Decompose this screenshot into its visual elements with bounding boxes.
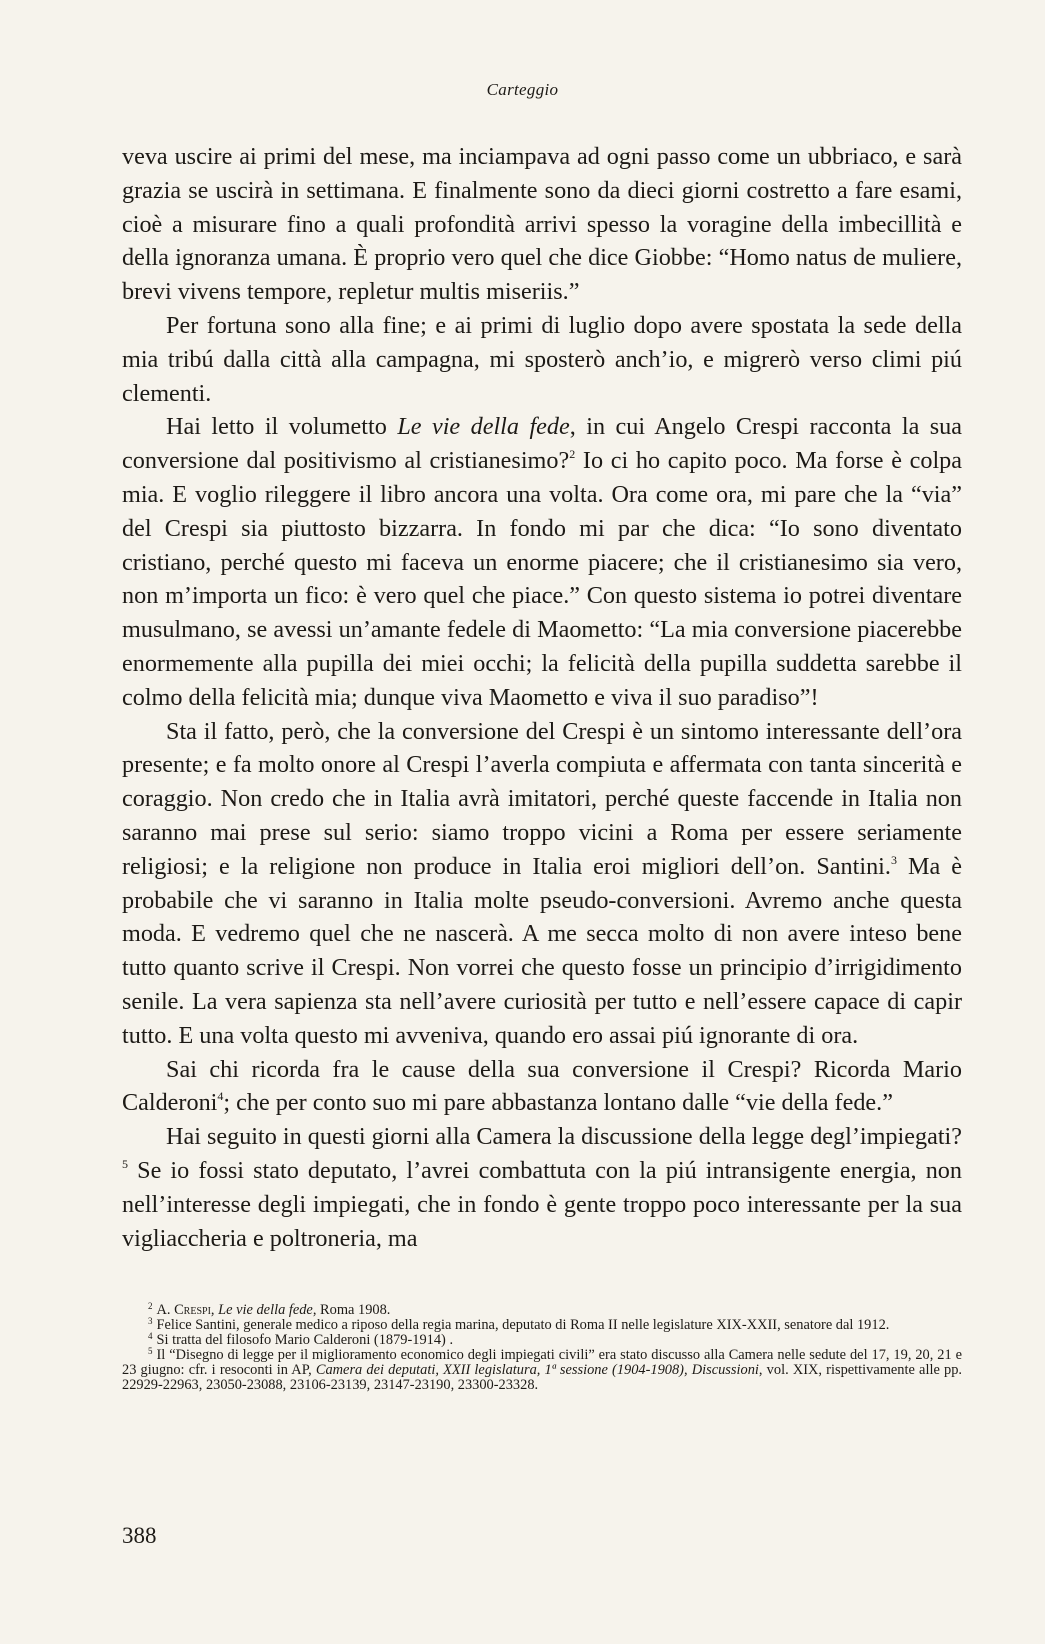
footnote-text: , Roma 1908. [312, 1302, 391, 1318]
footnote-5 [122, 1348, 962, 1393]
footnote-ref-3: 3 [890, 852, 897, 867]
footnote-text: Si tratta del filosofo Mario Calderoni (1879-1914) . [156, 1332, 454, 1348]
footnote-number: 3 [148, 1316, 153, 1326]
paragraph-4-text-a: Sta il fatto, però, che la conversione del Crespi è un sintomo interessante dell’ora presente; e fa molto onore al Crespi l’averla compiuta e affermata con tanta sincerità e coraggio. Non credo che in Italia avrà imitatori, perché queste faccende in Italia non saranno mai prese sul serio: siamo troppo vicini a Roma per essere seriamente religiosi; e la religione non produce in Italia eroi migliori dell’on. Santini. [122, 717, 962, 880]
footnote-number: 2 [148, 1301, 153, 1311]
paragraph-5-text-a: Sai chi ricorda fra le cause della sua conversione il Crespi? Ricorda Mario Calderoni [122, 1055, 962, 1117]
book-title: Le vie della fede [397, 413, 570, 441]
paragraph-4 [122, 715, 962, 1053]
paragraph-3-text-a: Hai letto il volumetto [166, 413, 387, 441]
footnote-ref-5: 5 [122, 1156, 128, 1171]
paragraph-5 [122, 1053, 962, 1121]
paragraph-4-text-b: Ma è probabile che vi saranno in Italia molte pseudo-conversioni. Avremo anche questa moda. E vedremo quel che ne nascerà. A me secca molto di non avere inteso bene tutto quanto scrive il Crespi. Non vorrei che questo fosse un principio d’irrigidimento senile. La vera sapienza sta nell’avere curiosità per tutto e nell’essere capace di capir tutto. E una volta questo mi avveniva, quando ero assai piú ignorante di ora. [122, 852, 962, 1049]
footnote-number: 4 [148, 1331, 153, 1341]
footnote-4 [122, 1333, 962, 1348]
paragraph-3-text-c: Io ci ho capito poco. Ma forse è colpa mia. E voglio rileggere il libro ancora una volta. Ora come ora, mi pare che la “via” del Crespi sia piuttosto bizzarra. In fondo mi par che dica: “Io sono diventato cristiano, perché questo mi faceva un enorme piacere; che il cristianesimo sia vero, non m’importa un fico: è vero quel che piace.” Con questo sistema io potrei diventare musulmano, se avessi un’amante fedele di Maometto: “La mia conversione piacerebbe enormemente alla pupilla dei miei occhi; la felicità della pupilla suddetta sarebbe il colmo della felicità mia; dunque viva Maometto e viva il suo paradiso”! [122, 447, 962, 711]
footnote-ref-2: 2 [569, 447, 576, 462]
footnote-3 [122, 1318, 962, 1333]
paragraph-1: veva uscire ai primi del mese, ma inciampava ad ogni passo come un ubbriaco, e sarà grazia se uscirà in settimana. E finalmente sono da dieci giorni costretto a fare esami, cioè a misurare fino a quali profondità arrivi spesso la voragine della imbecillità e della ignoranza umana. È proprio vero quel che dice Giobbe: “Homo natus de muliere, brevi vivens tempore, repletur multis miseriis.” [122, 143, 962, 306]
footnote-number: 5 [148, 1346, 153, 1356]
footnote-text-a: Il “Disegno di legge per il miglioramento economico degli impiegati civili” era stato discusso alla Camera nelle sedute del 17, 19, 20, 21 e 23 giugno: cfr. i resoconti in AP, [122, 1347, 962, 1378]
footnote-text-b: , vol. XIX, rispettivamente alle pp. 22929-22963, 23050-23088, 23106-23139, 23147-23190, 23300-23328. [122, 1362, 962, 1393]
footnotes [122, 1303, 962, 1393]
footnote-ref-4: 4 [217, 1089, 224, 1104]
paragraph-3 [122, 410, 962, 714]
page-number: 388 [122, 1523, 157, 1548]
running-head: Carteggio [486, 80, 559, 99]
body-text [122, 140, 962, 1255]
paragraph-6 [122, 1120, 962, 1255]
paragraph-6-text-a: Hai seguito in questi giorni alla Camera la discussione della legge degl’impiegati? [166, 1123, 962, 1151]
footnote-book-title: Le vie della fede [218, 1302, 313, 1318]
paragraph-3-text-b: , in cui Angelo Crespi racconta la sua conversione dal positivismo al cristianesimo? [122, 413, 963, 475]
paragraph-5-text-b: ; che per conto suo mi pare abbastanza lontano dalle “vie della fede.” [223, 1089, 893, 1117]
footnote-2: $^2$ A. Crespi, Le vie della fede, Roma 1908. [148, 1301, 391, 1318]
footnote-text: Felice Santini, generale medico a riposo della regia marina, deputato di Roma II nelle legislature XIX-XXII, senatore dal 1912. [156, 1317, 890, 1333]
footnote-source-title: Camera dei deputati, XXII legislatura, 1ª sessione (1904-1908), Discussioni [315, 1362, 759, 1378]
paragraph-6-text-b: Se io fossi stato deputato, l’avrei combattuta con la piú intransigente energia, non nell’interesse degli impiegati, che in fondo è gente troppo poco interessante per la sua vigliaccheria e poltroneria, ma [122, 1156, 962, 1252]
footnote-author: A. Crespi [156, 1302, 211, 1318]
paragraph-2: Per fortuna sono alla fine; e ai primi di luglio dopo avere spostata la sede della mia tribú dalla città alla campagna, mi sposterò anch’io, e migrerò verso climi piú clementi. [122, 311, 962, 407]
